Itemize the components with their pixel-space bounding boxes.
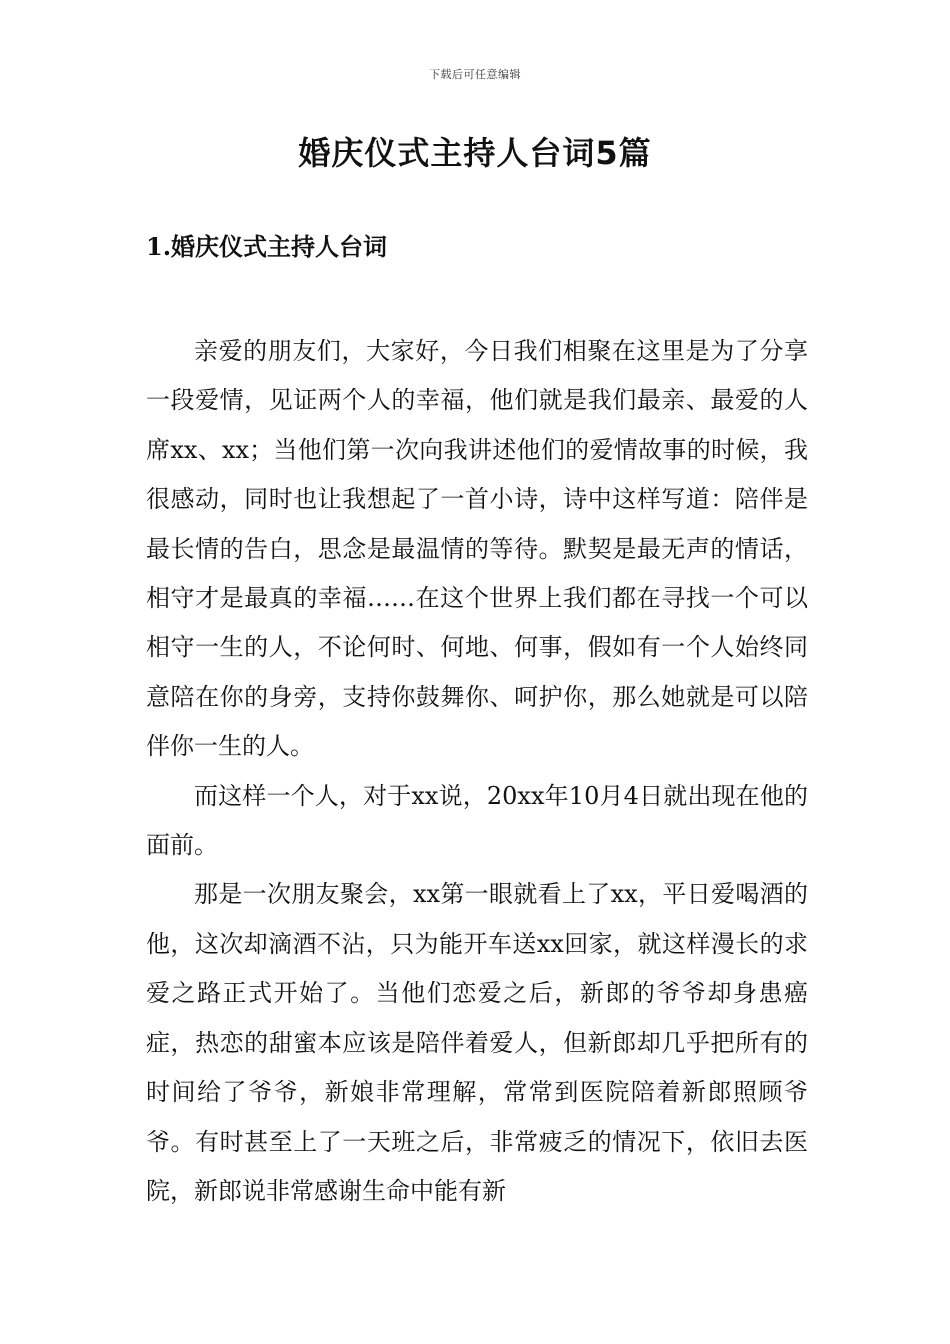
paragraph: 亲爱的朋友们，大家好，今日我们相聚在这里是为了分享一段爱情，见证两个人的幸福，他们就是我们最亲、最爱的人席xx、xx；当他们第一次向我讲述他们的爱情故事的时候，我很感动，同时也让我想起了一首小诗，诗中这样写道：陪伴是最长情的告白，思念是最温情的等待。默契是最无声的情话，相守才是最真的幸福……在这个世界上我们都在寻找一个可以相守一生的人，不论何时、何地、何事，假如有一个人始终同意陪在你的身旁，支持你鼓舞你、呵护你，那么她就是可以陪伴你一生的人。	[146, 337, 808, 761]
body-text	[146, 327, 808, 1216]
paragraph: 而这样一个人，对于xx说，20xx年10月4日就出现在他的面前。	[146, 781, 808, 860]
header-note: 下载后可任意编辑	[429, 68, 521, 81]
section-heading: 1.婚庆仪式主持人台词	[146, 232, 388, 261]
document-title: 婚庆仪式主持人台词5篇	[298, 134, 652, 172]
paragraph: 那是一次朋友聚会，xx第一眼就看上了xx，平日爱喝酒的他，这次却滴酒不沾，只为能开车送xx回家，就这样漫长的求爱之路正式开始了。当他们恋爱之后，新郎的爷爷却身患癌症，热恋的甜蜜本应该是陪伴着爱人，但新郎却几乎把所有的时间给了爷爷，新娘非常理解，常常到医院陪着新郎照顾爷爷。有时甚至上了一天班之后，非常疲乏的情况下，依旧去医院，新郎说非常感谢生命中能有新	[146, 880, 808, 1205]
